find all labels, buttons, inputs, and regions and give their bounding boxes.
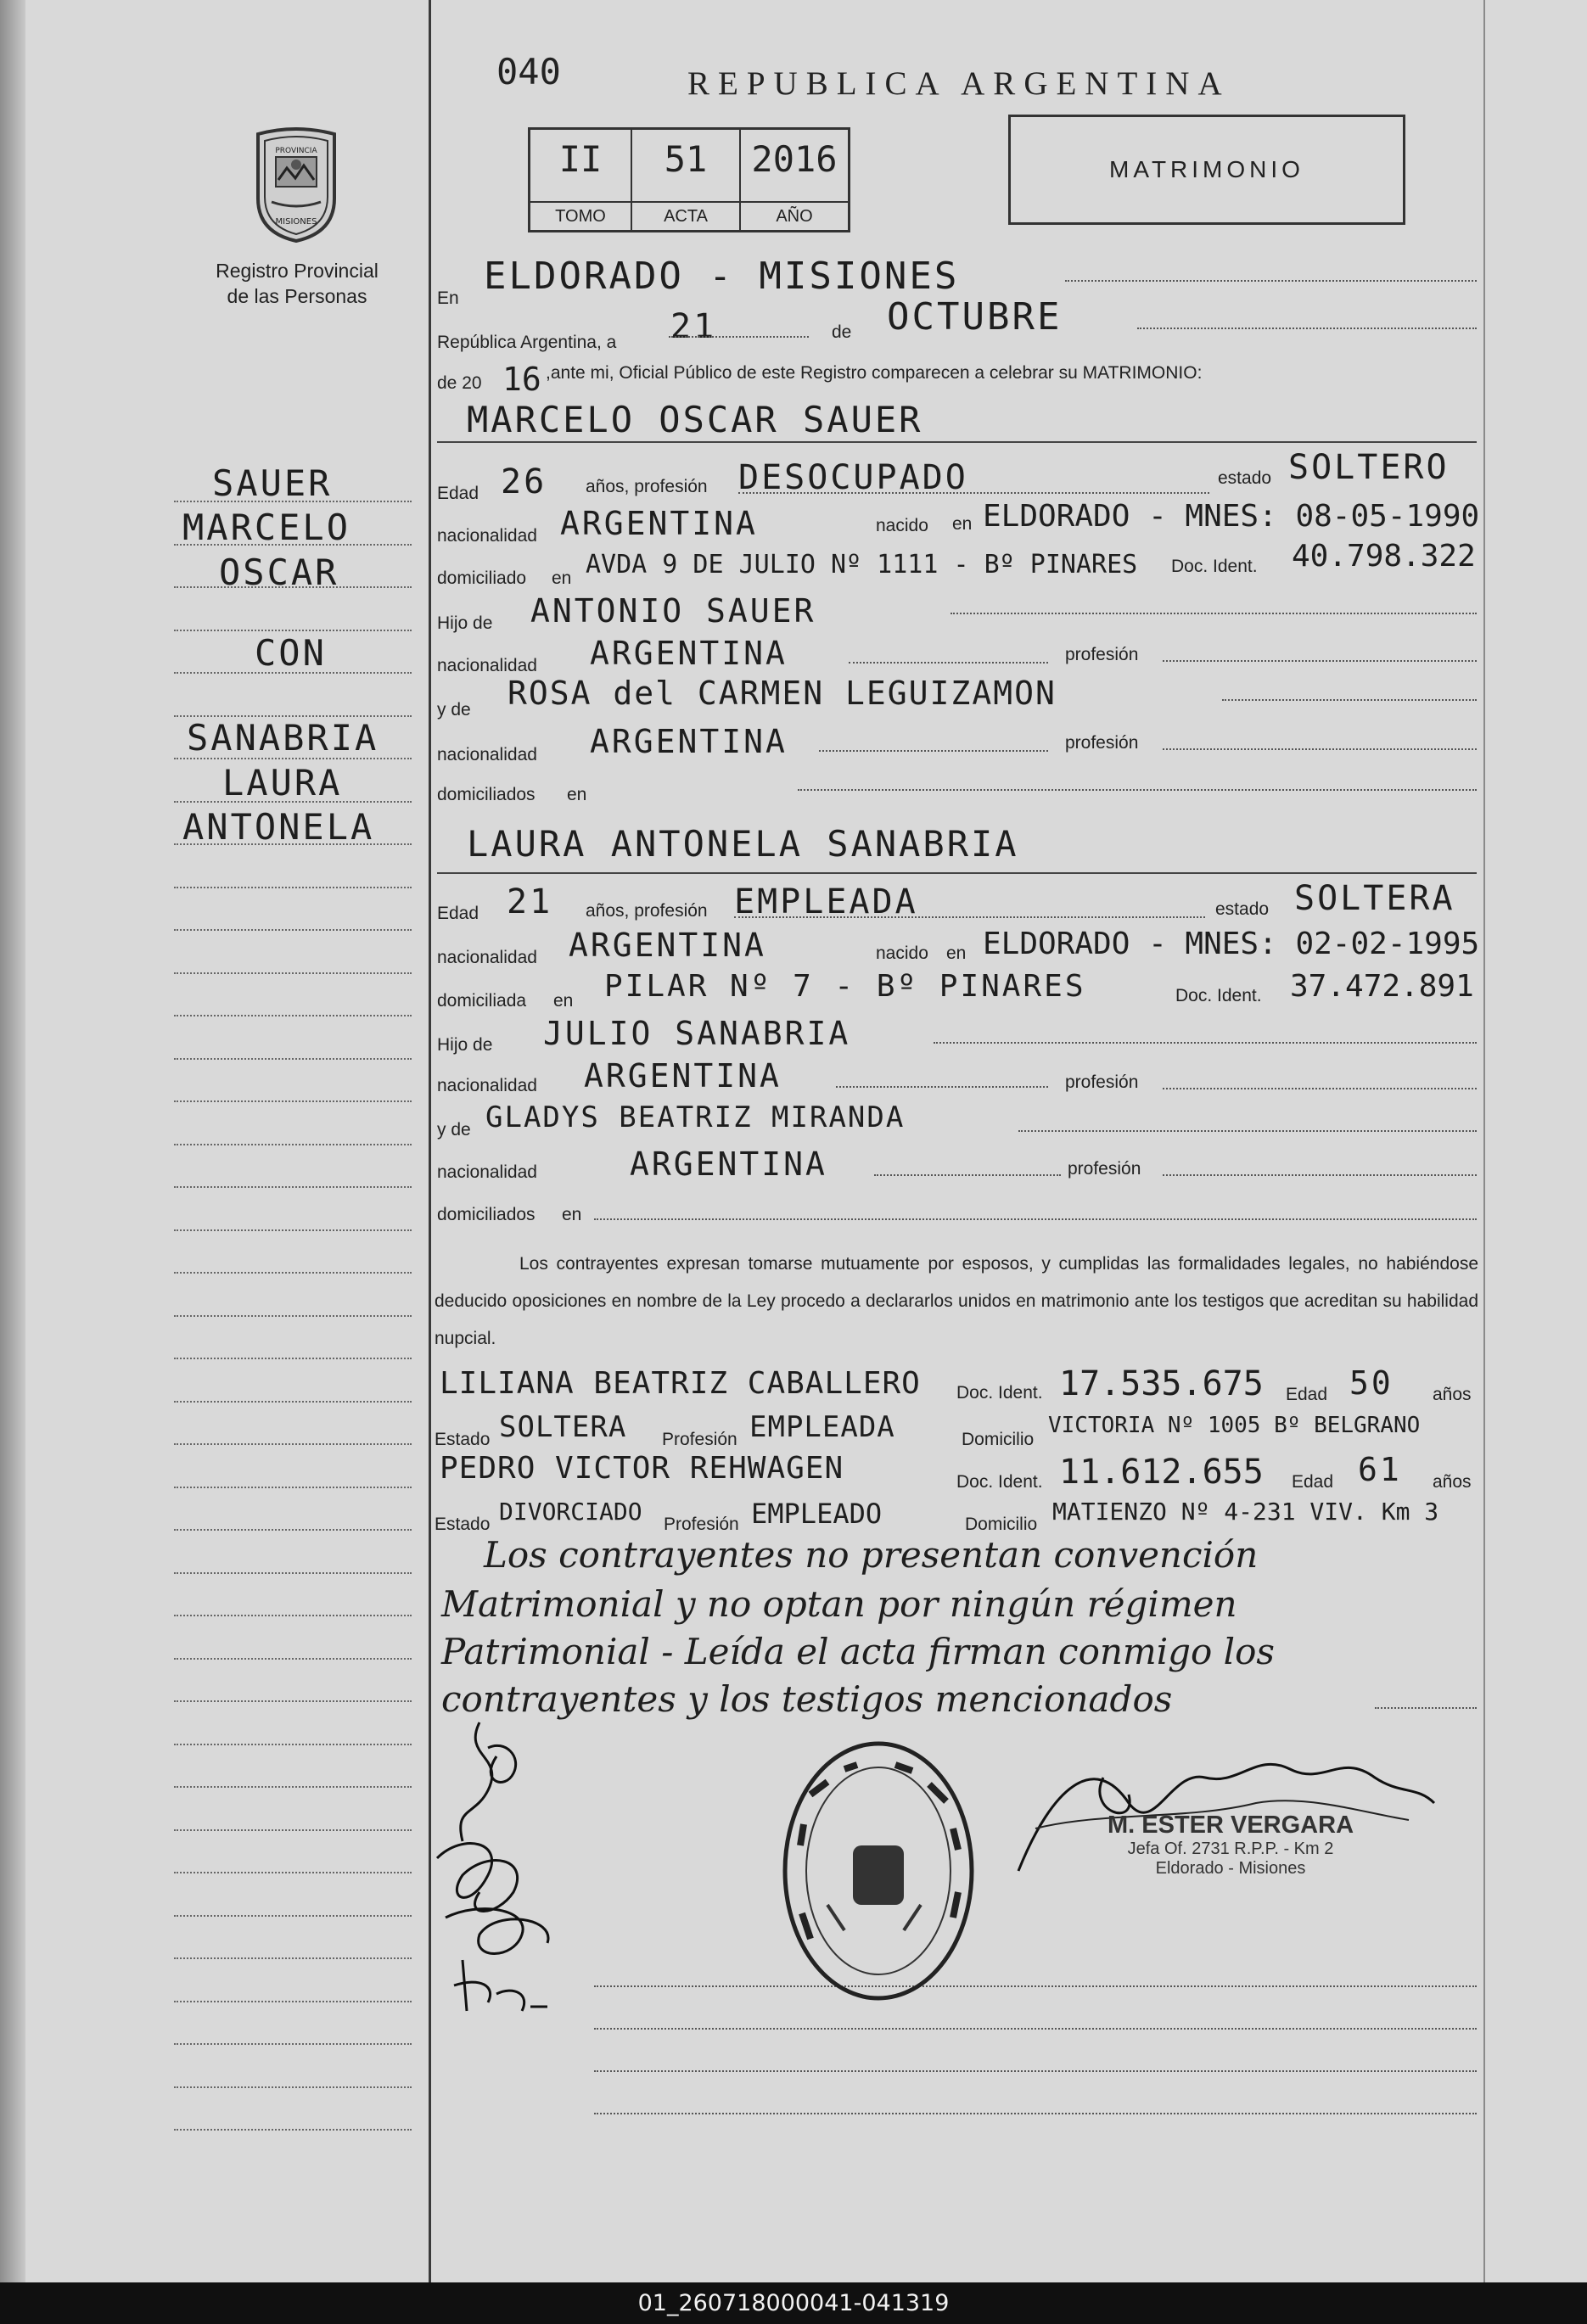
bride-father-line (934, 1042, 1477, 1044)
bride-father-nat-line (836, 1086, 1048, 1088)
en-label: en (946, 944, 967, 963)
anio-cell (741, 130, 848, 230)
margin-note-line: OSCAR (219, 552, 339, 593)
note-line: contrayentes y los testigos mencionados (441, 1678, 1173, 1720)
day-line (669, 336, 809, 338)
month-line (1137, 328, 1477, 329)
groom-father-nat: ARGENTINA (590, 635, 788, 672)
domiciliados-label: domiciliados (437, 1205, 536, 1224)
ymadre-label: y de (437, 700, 471, 720)
edad-label: Edad (437, 484, 479, 503)
official-title: Jefa Of. 2731 R.P.P. - Km 2 (1127, 1840, 1334, 1858)
place-value: ELDORADO - MISIONES (484, 255, 960, 298)
margin-ruled-line (174, 929, 412, 931)
bride-father: JULIO SANABRIA (543, 1015, 851, 1052)
margin-ruled-line (174, 1058, 412, 1060)
bride-father-prof-line (1163, 1088, 1477, 1089)
witness1-status: SOLTERA (499, 1410, 627, 1444)
groom-mother-nat: ARGENTINA (590, 723, 788, 760)
witness-estado-label: Estado (435, 1430, 491, 1449)
doc-label: Doc. Ident. (1175, 986, 1262, 1005)
edad-label: Edad (437, 904, 479, 923)
margin-ruled-line (174, 1829, 412, 1831)
note-line: Matrimonial y no optan por ningún régimen (441, 1583, 1237, 1625)
margin-ruled-line (174, 843, 412, 845)
profesion-label: profesión (1065, 1072, 1139, 1092)
groom-full-name: MARCELO OSCAR SAUER (467, 399, 923, 440)
groom-father: ANTONIO SAUER (530, 592, 816, 630)
de-label: de (832, 322, 852, 342)
margin-ruled-line (174, 2043, 412, 2045)
registry-name-line1: Registro Provincial (216, 260, 379, 282)
margin-ruled-line (174, 1957, 412, 1959)
bride-mother-nat: ARGENTINA (630, 1145, 827, 1183)
margin-ruled-line (174, 972, 412, 974)
groom-profession-line (738, 492, 1209, 494)
margin-note-line: ANTONELA (182, 806, 375, 848)
note-line: Los contrayentes no presentan convención (484, 1534, 1259, 1576)
groom-father-line (951, 613, 1477, 614)
margin-note-line: CON (255, 632, 327, 674)
signatures-contrayentes-icon (429, 1705, 615, 2045)
margin-ruled-line (174, 630, 412, 631)
hijo-label: Hijo de (437, 1035, 493, 1055)
margin-ruled-line (174, 586, 412, 588)
witness-anos-label: años (1433, 1472, 1472, 1492)
witness-profesion-label: Profesión (664, 1515, 739, 1534)
nacionalidad-label: nacionalidad (437, 526, 537, 546)
margin-ruled-line (174, 1015, 412, 1016)
registry-name (182, 258, 412, 309)
margin-ruled-line (174, 1529, 412, 1531)
estado-label: estado (1218, 468, 1272, 488)
profesion-label: profesión (1068, 1159, 1141, 1179)
witness2-profession: EMPLEADO (751, 1498, 883, 1530)
bride-parents-address-line (594, 1218, 1477, 1220)
nacionalidad-label: nacionalidad (437, 1162, 537, 1182)
tomo-cell (530, 130, 632, 230)
margin-ruled-line (174, 1744, 412, 1745)
bride-mother-prof-line (1163, 1174, 1477, 1176)
nacionalidad-label: nacionalidad (437, 745, 537, 764)
bride-mother-nat-line (874, 1174, 1061, 1176)
margin-ruled-line (174, 1443, 412, 1445)
official-place: Eldorado - Misiones (1155, 1859, 1306, 1878)
margin-note-line: LAURA (222, 762, 343, 804)
groom-age: 26 (501, 462, 547, 501)
margin-ruled-line (174, 715, 412, 717)
groom-parents-address-line (798, 789, 1477, 791)
republica-label: República Argentina, a (437, 333, 617, 352)
groom-father-prof-line (1163, 660, 1477, 662)
acta-cell (632, 130, 741, 230)
en-label: en (567, 785, 587, 804)
margin-ruled-line (174, 672, 412, 674)
estado-label: estado (1215, 899, 1270, 919)
profesion-label: profesión (1065, 645, 1139, 664)
nacido-label: nacido (876, 944, 928, 963)
bride-status: SOLTERA (1294, 879, 1455, 918)
official-seal-icon (777, 1735, 980, 2007)
witness-profesion-label: Profesión (662, 1430, 737, 1449)
margin-ruled-line (174, 1615, 412, 1616)
groom-name-line (437, 441, 1477, 443)
bride-mother: GLADYS BEATRIZ MIRANDA (485, 1100, 906, 1134)
nacionalidad-label: nacionalidad (437, 948, 537, 967)
bride-full-name: LAURA ANTONELA SANABRIA (467, 823, 1019, 865)
margin-note-line: SAUER (212, 462, 333, 504)
margin-ruled-line (174, 1358, 412, 1359)
groom-mother-line (1222, 699, 1477, 701)
margin-ruled-line (174, 887, 412, 888)
bride-profession-line (734, 916, 1205, 918)
svg-text:PROVINCIA: PROVINCIA (275, 147, 317, 155)
profesion-label: profesión (1065, 733, 1139, 753)
ymadre-label: y de (437, 1120, 471, 1140)
body-ruled-line (594, 2113, 1477, 2114)
witness-anos-label: años (1433, 1385, 1472, 1404)
witness2-name: PEDRO VICTOR REHWAGEN (440, 1451, 844, 1486)
tomo-value: II (558, 138, 603, 180)
margin-ruled-line (174, 1658, 412, 1660)
margin-ruled-line (174, 801, 412, 803)
margin-ruled-line (174, 2001, 412, 2002)
en-label: en (552, 568, 572, 588)
bride-father-nat: ARGENTINA (584, 1057, 782, 1095)
official-name: M. ESTER VERGARA (1107, 1812, 1354, 1839)
witness1-profession: EMPLEADA (749, 1410, 895, 1444)
margin-ruled-line (174, 2129, 412, 2131)
en-label: en (553, 991, 574, 1011)
doc-label: Doc. Ident. (1171, 557, 1258, 576)
margin-ruled-line (174, 1786, 412, 1788)
act-type-box: MATRIMONIO (1008, 115, 1405, 225)
body-ruled-line (594, 2070, 1477, 2072)
witness-domicilio-label: Domicilio (962, 1430, 1035, 1449)
witness-domicilio-label: Domicilio (965, 1515, 1038, 1534)
hijo-label: Hijo de (437, 613, 493, 633)
margin-ruled-line (174, 1572, 412, 1574)
svg-text:MISIONES: MISIONES (275, 217, 317, 227)
witness1-doc: 17.535.675 (1059, 1364, 1264, 1403)
record-number-box (528, 127, 850, 232)
witness2-doc: 11.612.655 (1059, 1453, 1264, 1492)
bride-birth: ELDORADO - MNES: 02-02-1995 (983, 927, 1480, 961)
note-line: Patrimonial - Leída el acta firman conmigo los (441, 1631, 1275, 1672)
groom-mother-prof-line (1163, 748, 1477, 750)
body-ruled-line (594, 1985, 1477, 1987)
groom-doc: 40.798.322 (1292, 539, 1476, 574)
declaration-text: Los contrayentes expresan tomarse mutuamente por esposos, y cumplidas las formalidades legales, no habiéndose deducido oposiciones en nombre de la Ley procedo a declararlos unidos en matrimonio ante los testigos que acreditan su habilidad nupcial. (435, 1254, 1478, 1348)
margin-ruled-line (174, 1487, 412, 1488)
scan-footer: 01_260718000041-041319 (0, 2282, 1587, 2324)
margin-ruled-line (174, 1100, 412, 1102)
anio-label: AÑO (741, 201, 848, 230)
groom-address: AVDA 9 DE JULIO Nº 1111 - Bº PINARES (586, 550, 1138, 580)
witness1-address: VICTORIA Nº 1005 Bº BELGRANO (1048, 1413, 1421, 1438)
nacionalidad-label: nacionalidad (437, 656, 537, 675)
bride-mother-line (1018, 1130, 1477, 1132)
registry-name-line2: de las Personas (227, 285, 367, 307)
domiciliada-label: domiciliada (437, 991, 527, 1011)
official-block (1086, 1812, 1375, 1879)
witness-estado-label: Estado (435, 1515, 491, 1534)
month-value: OCTUBRE (887, 295, 1063, 339)
place-line (1065, 280, 1477, 282)
domiciliado-label: domiciliado (437, 568, 527, 588)
margin-ruled-line (174, 1272, 412, 1274)
witness-doc-label: Doc. Ident. (956, 1383, 1043, 1403)
profesion-label: años, profesión (586, 901, 708, 921)
bride-profession: EMPLEADA (734, 882, 918, 921)
intro-statement: ,ante mi, Oficial Público de este Registro comparecen a celebrar su MATRIMONIO: (546, 363, 1203, 383)
bride-address: PILAR Nº 7 - Bº PINARES (604, 969, 1086, 1004)
groom-mother: ROSA del CARMEN LEGUIZAMON (508, 675, 1057, 712)
witness-edad-label: Edad (1292, 1472, 1334, 1492)
bride-nationality: ARGENTINA (569, 927, 766, 964)
groom-profession: DESOCUPADO (738, 458, 968, 497)
margin-ruled-line (174, 1186, 412, 1188)
groom-mother-nat-line (819, 750, 1048, 752)
margin-ruled-line (174, 758, 412, 759)
witness1-name: LILIANA BEATRIZ CABALLERO (440, 1366, 921, 1401)
margin-ruled-line (174, 2086, 412, 2088)
en-label: en (562, 1205, 582, 1224)
nacido-label: nacido (876, 516, 928, 535)
margin-ruled-line (174, 1315, 412, 1317)
en-label: en (952, 514, 973, 534)
nacionalidad-label: nacionalidad (437, 1076, 537, 1095)
margin-ruled-line (174, 1229, 412, 1231)
witness1-age: 50 (1349, 1364, 1394, 1402)
margin-ruled-line (174, 501, 412, 502)
de20-label: de 20 (437, 373, 482, 393)
acta-value: 51 (664, 138, 708, 180)
profesion-label: años, profesión (586, 477, 708, 496)
witness-edad-label: Edad (1286, 1385, 1328, 1404)
acta-label: ACTA (632, 201, 739, 230)
witness2-status: DIVORCIADO (499, 1498, 642, 1526)
margin-ruled-line (174, 1144, 412, 1145)
margin-ruled-line (174, 1872, 412, 1873)
witness-doc-label: Doc. Ident. (956, 1472, 1043, 1492)
groom-father-nat-line (849, 662, 1048, 664)
en-label: En (437, 288, 459, 308)
province-emblem-icon (246, 127, 346, 246)
groom-birth: ELDORADO - MNES: 08-05-1990 (983, 499, 1480, 534)
margin-note-line: SANABRIA (187, 717, 379, 759)
tomo-label: TOMO (530, 201, 631, 230)
year-suffix: 16 (502, 361, 541, 398)
groom-status: SOLTERO (1288, 448, 1450, 487)
body-ruled-line (594, 2028, 1477, 2030)
page-edge (1483, 0, 1485, 2282)
bride-name-line (437, 872, 1477, 874)
groom-nationality: ARGENTINA (560, 505, 758, 542)
folio-number: 040 (496, 51, 561, 92)
margin-ruled-line (174, 544, 412, 546)
bride-age: 21 (507, 882, 553, 921)
margin-ruled-line (174, 1401, 412, 1403)
domiciliados-label: domiciliados (437, 785, 536, 804)
day-value: 21 (670, 307, 717, 346)
margin-ruled-line (174, 1700, 412, 1702)
bride-doc: 37.472.891 (1290, 969, 1474, 1004)
margin-ruled-line (174, 1915, 412, 1917)
margin-note-line: MARCELO (182, 507, 351, 548)
anio-value: 2016 (751, 138, 838, 180)
witness2-address: MATIENZO Nº 4-231 VIV. Km 3 (1052, 1498, 1439, 1526)
country-header: REPUBLICA ARGENTINA (687, 65, 1231, 102)
witness2-age: 61 (1358, 1451, 1402, 1488)
